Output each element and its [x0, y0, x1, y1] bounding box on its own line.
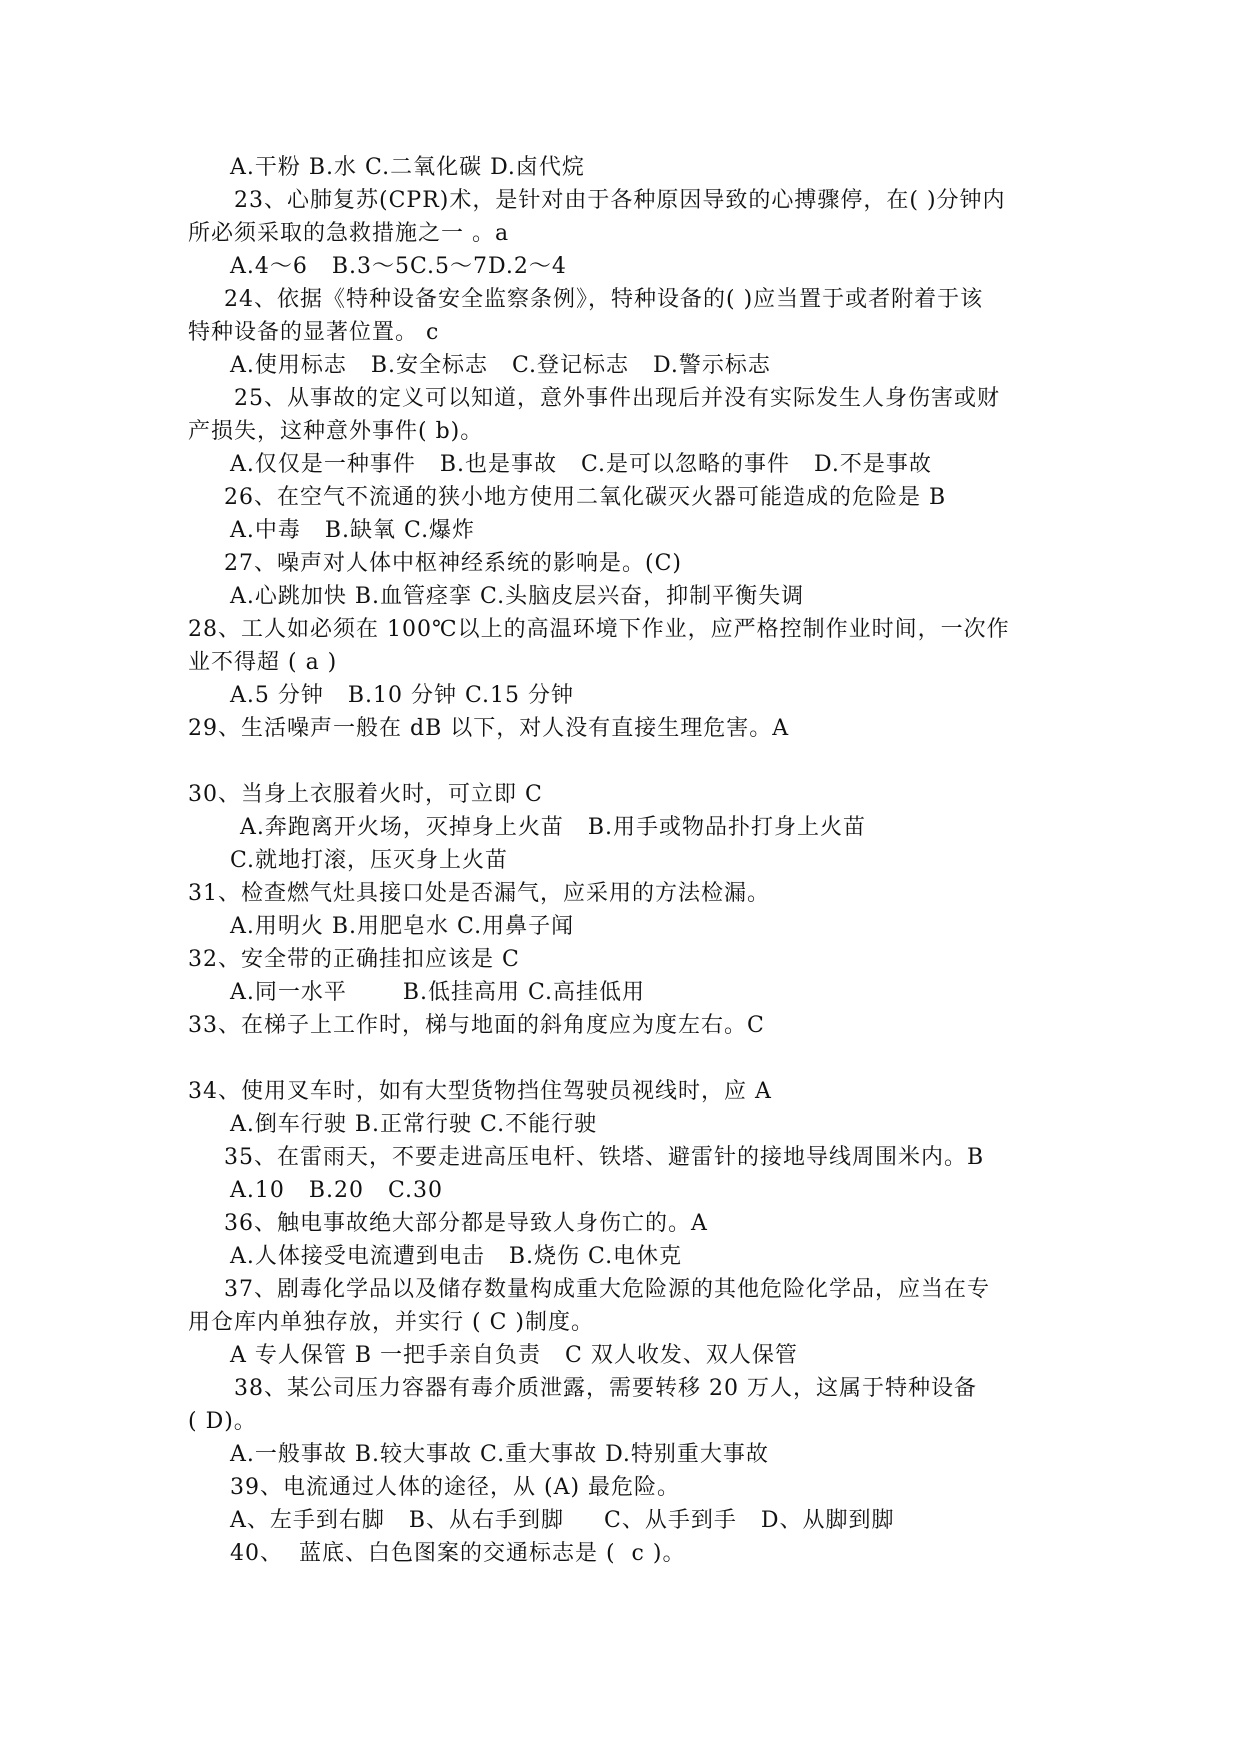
question-34: 34、使用叉车时，如有大型货物挡住驾驶员视线时，应 A	[188, 1079, 772, 1104]
answer-options-30-line-2: C.就地打滚，压灭身上火苗	[230, 848, 509, 873]
question-35: 35、在雷雨天，不要走进高压电杆、铁塔、避雷针的接地导线周围米内。B	[224, 1145, 985, 1170]
question-33: 33、在梯子上工作时，梯与地面的斜角度应为度左右。C	[188, 1013, 765, 1038]
question-24-line-2: 特种设备的显著位置。 c	[188, 320, 440, 345]
answer-options-28: A.5 分钟 B.10 分钟 C.15 分钟	[230, 683, 575, 708]
answer-options-38: A.一般事故 B.较大事故 C.重大事故 D.特别重大事故	[230, 1442, 769, 1467]
question-39: 39、电流通过人体的途径，从 (A) 最危险。	[230, 1475, 681, 1500]
answer-options-31: A.用明火 B.用肥皂水 C.用鼻子闻	[230, 914, 575, 939]
question-32: 32、安全带的正确挂扣应该是 C	[188, 947, 520, 972]
question-25-line-2: 产损失，这种意外事件( b)。	[188, 419, 484, 444]
question-37-line-2: 用仓库内单独存放，并实行 ( C )制度。	[188, 1310, 594, 1335]
question-23-line-1: 23、心肺复苏(CPR)术，是针对由于各种原因导致的心搏骤停，在( )分钟内	[234, 188, 1006, 213]
blank-line	[0, 745, 1241, 778]
answer-options-27: A.心跳加快 B.血管痉挛 C.头脑皮层兴奋，抑制平衡失调	[230, 584, 805, 609]
question-37-line-1: 37、剧毒化学品以及储存数量构成重大危险源的其他危险化学品，应当在专	[224, 1277, 990, 1302]
question-28-line-2: 业不得超 ( a )	[188, 650, 338, 675]
answer-options-35: A.10 B.20 C.30	[230, 1178, 444, 1203]
question-25-line-1: 25、从事故的定义可以知道，意外事件出现后并没有实际发生人身伤害或财	[234, 386, 1000, 411]
answer-options-39: A、左手到右脚 B、从右手到脚 C、从手到手 D、从脚到脚	[230, 1508, 895, 1533]
answer-options-24: A.使用标志 B.安全标志 C.登记标志 D.警示标志	[230, 353, 771, 378]
question-list	[0, 151, 1241, 1570]
answer-options-32: A.同一水平 B.低挂高用 C.高挂低用	[230, 980, 646, 1005]
answer-options-37: A 专人保管 B 一把手亲自负责 C 双人收发、双人保管	[230, 1343, 798, 1368]
answer-options-26: A.中毒 B.缺氧 C.爆炸	[230, 518, 476, 543]
question-26: 26、在空气不流通的狭小地方使用二氧化碳灭火器可能造成的危险是 B	[224, 485, 947, 510]
question-24-line-1: 24、依据《特种设备安全监察条例》，特种设备的( )应当置于或者附着于该	[224, 287, 984, 312]
question-38-line-2: ( D)。	[188, 1409, 257, 1434]
question-40: 40、 蓝底、白色图案的交通标志是 ( c )。	[230, 1541, 686, 1566]
question-31: 31、检查燃气灶具接口处是否漏气，应采用的方法检漏。	[188, 881, 770, 906]
answer-options-25: A.仅仅是一种事件 B.也是事故 C.是可以忽略的事件 D.不是事故	[230, 452, 932, 477]
answer-options-23: A.4～6 B.3～5C.5～7D.2～4	[230, 254, 567, 279]
question-30: 30、当身上衣服着火时，可立即 C	[188, 782, 543, 807]
answer-options-22: A.干粉 B.水 C.二氧化碳 D.卤代烷	[230, 155, 585, 180]
answer-options-30-line-1: A.奔跑离开火场，灭掉身上火苗 B.用手或物品扑打身上火苗	[240, 815, 867, 840]
question-29: 29、生活噪声一般在 dB 以下，对人没有直接生理危害。A	[188, 716, 790, 741]
question-28-line-1: 28、工人如必须在 100℃以上的高温环境下作业，应严格控制作业时间，一次作	[188, 617, 1010, 642]
answer-options-34: A.倒车行驶 B.正常行驶 C.不能行驶	[230, 1112, 598, 1137]
question-36: 36、触电事故绝大部分都是导致人身伤亡的。A	[224, 1211, 708, 1236]
question-27: 27、噪声对人体中枢神经系统的影响是。(C)	[224, 551, 682, 576]
answer-options-36: A.人体接受电流遭到电击 B.烧伤 C.电休克	[230, 1244, 683, 1269]
question-23-line-2: 所必须采取的急救措施之一 。a	[188, 221, 510, 246]
blank-line	[0, 1042, 1241, 1075]
question-38-line-1: 38、某公司压力容器有毒介质泄露，需要转移 20 万人，这属于特种设备	[234, 1376, 977, 1401]
